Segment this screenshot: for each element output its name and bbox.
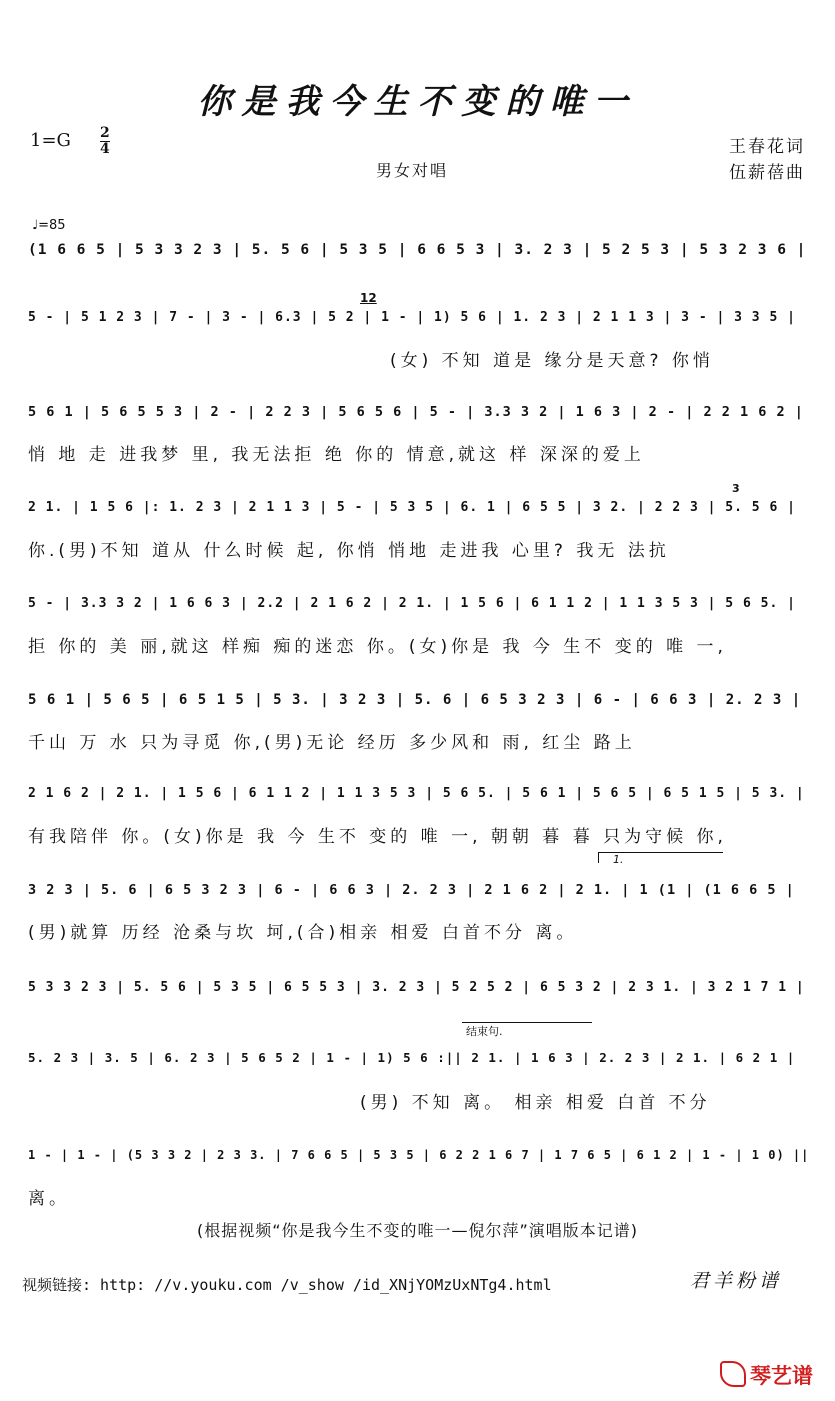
score-row-11 <box>28 1144 810 1178</box>
arranger-signature: 君羊粉谱 <box>690 1270 783 1292</box>
lyric-line-7: 有我陪伴 你。(女)你是 我 今 生不 变的 唯 一, 朝朝 暮 暮 只为守候 你, <box>28 827 727 847</box>
notes: 2 1. | 1 5 6 |: 1. 2 3 | 2 1 1 3 | 5 - | 5 3 5 | 6. 1 | 6 5 5 | 3 2. | 2 2 3 | 5. 5 6 | <box>28 500 796 515</box>
lyric-line-8: (男)就算 历经 沧桑与坎 坷,(合)相亲 相爱 白首不分 离。 <box>28 923 578 943</box>
score-row-5 <box>28 592 810 626</box>
site-logo <box>720 1360 813 1390</box>
transcription-note: (根据视频“你是我今生不变的唯一—倪尔萍”演唱版本记谱) <box>196 1221 639 1240</box>
score-row-2 <box>28 306 810 340</box>
notes: 5 6 1 | 5 6 5 | 6 5 1 5 | 5 3. | 3 2 3 | 5. 6 | 6 5 3 2 3 | 6 - | 6 6 3 | 2. 2 3 | <box>28 692 802 708</box>
lyric-line-4: 你.(男)不知 道从 什么时候 起, 你悄 悄地 走进我 心里? 我无 法抗 <box>28 541 670 561</box>
notes: 1 - | 1 - | (5 3 3 2 | 2 3 3. | 7 6 6 5 | 5 3 5 | 6 2 2 1 6 7 | 1 7 6 5 | 6 1 2 | 1 - | 1 0) || <box>28 1148 810 1162</box>
notes: 5 6 1 | 5 6 5 5 3 | 2 - | 2 2 3 | 5 6 5 6 | 5 - | 3.3 3 2 | 1 6 3 | 2 - | 2 2 1 6 2 | <box>28 404 804 420</box>
score-row-3 <box>28 400 810 434</box>
logo-text: 琴艺谱 <box>750 1364 813 1388</box>
performance-type: 男女对唱 <box>376 161 449 180</box>
notes: 5 - | 3.3 3 2 | 1 6 6 3 | 2.2 | 2 1 6 2 | 2 1. | 1 5 6 | 6 1 1 2 | 1 1 3 5 3 | 5 6 5. | <box>28 596 796 611</box>
meter-bottom: 4 <box>100 141 110 157</box>
notes: 2 1 6 2 | 2 1. | 1 5 6 | 6 1 1 2 | 1 1 3 5 3 | 5 6 5. | 5 6 1 | 5 6 5 | 6 5 1 5 | 5 3. | <box>28 786 805 801</box>
end-phrase-tag: 结束句. <box>462 1022 592 1039</box>
small-mark: 3 <box>732 482 740 495</box>
lyric-line-11: 离。 <box>28 1189 70 1209</box>
notes: 5 3 3 2 3 | 5. 5 6 | 5 3 5 | 6 5 5 3 | 3. 2 3 | 5 2 5 2 | 6 5 3 2 | 2 3 1. | 3 2 1 7 1 | <box>28 980 805 995</box>
notes: 3 2 3 | 5. 6 | 6 5 3 2 3 | 6 - | 6 6 3 | 2. 2 3 | 2 1 6 2 | 2 1. | 1 (1 | (1 6 6 5 | <box>28 882 795 898</box>
meter-top: 2 <box>100 125 110 141</box>
lyricist-credit: 王春花词 <box>729 137 805 157</box>
notes: 5. 2 3 | 3. 5 | 6. 2 3 | 5 6 5 2 | 1 - | 1) 5 6 :|| 2 1. | 1 6 3 | 2. 2 3 | 2 1. | 6 2 1 | <box>28 1050 796 1065</box>
video-link: 视频链接: http: //v.youku.com /v_show /id_XNjYOMzUxNTg4.html <box>22 1276 552 1294</box>
song-title: 你是我今生不变的唯一 <box>197 82 638 122</box>
score-row-9 <box>28 976 810 1010</box>
first-ending-bracket: 1. <box>598 852 723 863</box>
lyric-line-6: 千山 万 水 只为寻觅 你,(男)无论 经历 多少风和 雨, 红尘 路上 <box>28 733 636 753</box>
score-row-8 <box>28 878 810 912</box>
lyric-line-3: 悄 地 走 进我梦 里, 我无法拒 绝 你的 情意,就这 样 深深的爱上 <box>28 445 645 465</box>
score-row-6 <box>28 688 810 722</box>
composer-credit: 伍薪蓓曲 <box>729 163 805 183</box>
score-row-4 <box>28 496 810 530</box>
notes: 5 - | 5 1 2 3 | 7 - | 3 - | 6.3 | 5 2 | 1 - | 1) 5 6 | 1. 2 3 | 2 1 1 3 | 3 - | 3 3 5 | <box>28 310 796 325</box>
key-signature: 1=G <box>30 130 71 151</box>
tempo-mark: ♩=85 <box>32 218 66 233</box>
grace-notes: 12 <box>360 291 377 305</box>
logo-icon <box>720 1361 746 1387</box>
score-row-1 <box>28 238 810 272</box>
notes: (1 6 6 5 | 5 3 3 2 3 | 5. 5 6 | 5 3 5 | 6 6 5 3 | 3. 2 3 | 5 2 5 3 | 5 3 2 3 6 | <box>28 242 807 258</box>
time-signature <box>100 126 110 157</box>
score-row-7 <box>28 782 810 816</box>
lyric-line-5: 拒 你的 美 丽,就这 样痴 痴的迷恋 你。(女)你是 我 今 生不 变的 唯 一, <box>28 637 727 657</box>
lyric-line-2: (女) 不知 道是 缘分是天意? 你悄 <box>390 351 714 371</box>
score-row-10 <box>28 1046 810 1080</box>
lyric-line-10: (男) 不知 离。 相亲 相爱 白首 不分 <box>360 1093 711 1113</box>
